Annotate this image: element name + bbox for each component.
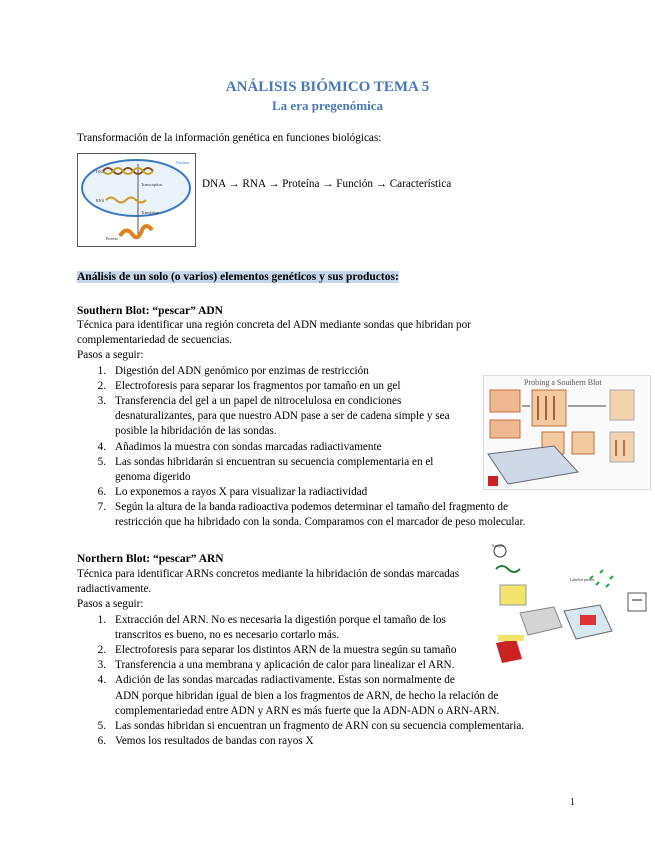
list-item: Electroforesis para separar los distintos ARN de la muestra según su tamaño: [115, 644, 457, 657]
list-item: Las sondas hibridarán si encuentran su secuencia complementaria en el: [115, 455, 434, 468]
list-item-number: 2.: [97, 380, 106, 393]
northern-blot-figure: [490, 543, 650, 668]
list-item: Añadimos la muestra con sondas marcadas radiactivamente: [115, 440, 382, 453]
list-item: Digestión del ADN genómico por enzimas de restricción: [115, 365, 369, 377]
northern-desc-2: radiactivamente.: [77, 583, 152, 595]
dogma-text: DNA → RNA → Proteína → Función → Característica: [202, 178, 452, 190]
fig-label-protein: Protein: [106, 236, 118, 241]
section-heading-wrap: [77, 270, 399, 285]
southern-desc-1: Técnica para identificar una región concreta del ADN mediante sondas que hibridan por: [77, 319, 471, 331]
northern-label-probes: Labeled probes: [570, 577, 595, 582]
fig-label-nucleus: Nucleus: [176, 160, 190, 165]
list-item-number: 2.: [97, 644, 106, 657]
list-item: Vemos los resultados de bandas con rayos X: [115, 734, 314, 747]
list-item-number: 5.: [97, 719, 106, 732]
list-item: desnaturalizantes, para que nuestro ADN pase a ser de cadena simple y sea: [115, 410, 450, 423]
list-item: transcritos es bueno, no es necesario cortarlo más.: [115, 629, 339, 642]
southern-heading: Southern Blot: “pescar” ADN: [77, 305, 223, 317]
list-item: Extracción del ARN. No es necesaria la digestión porque el tamaño de los: [115, 614, 446, 626]
southern-blot-figure: [483, 375, 651, 490]
list-item-number: 6.: [97, 485, 106, 498]
list-item: Según la altura de la banda radioactiva podemos determinar el tamaño del fragmento de: [115, 500, 508, 513]
fig-label-translation: Translation: [141, 210, 160, 215]
list-item: complementariedad entre ADN y ARN es más fuerte que la ADN-ADN o ARN-ARN.: [115, 704, 500, 717]
list-item: Electroforesis para separar los fragmentos por tamaño en un gel: [115, 380, 401, 393]
southern-steps-label: Pasos a seguir:: [77, 349, 144, 361]
list-item: restricción que ha hibridado con la sonda. Comparamos con el marcador de peso molecular.: [115, 516, 526, 528]
list-item-number: 6.: [97, 734, 106, 747]
list-item: Lo exponemos a rayos X para visualizar la radiactividad: [115, 485, 368, 498]
list-item-number: 5.: [97, 455, 106, 468]
section-heading: Análisis de un solo (o varios) elementos genéticos y sus productos:: [77, 271, 399, 283]
list-item: ADN porque hibridan igual de bien a los fragmentos de ARN, de hecho la relación de: [115, 689, 499, 702]
fig-label-transcription: Transcription: [141, 182, 163, 187]
southern-figure-title: Probing a Southern Blot: [524, 378, 602, 387]
list-item: posible la hibridación de las sondas.: [115, 425, 277, 438]
page-subtitle: La era pregenómica: [272, 98, 383, 113]
list-item: Adición de las sondas marcadas radiactivamente. Estas son normalmente de: [115, 674, 455, 687]
page-number: 1: [570, 797, 575, 808]
list-item-number: 7.: [97, 500, 106, 513]
list-item: Las sondas hibridan si encuentran un fragmento de ARN con su secuencia complementaria.: [115, 719, 525, 732]
list-item: genoma digerido: [115, 470, 191, 483]
list-item-number: 1.: [97, 365, 106, 377]
list-item: Transferencia a una membrana y aplicación de calor para linealizar el ARN.: [115, 659, 455, 672]
northern-steps-label: Pasos a seguir:: [77, 598, 144, 610]
list-item-number: 4.: [97, 440, 106, 453]
list-item: Transferencia del gel a un papel de nitrocelulosa en condiciones: [115, 395, 402, 408]
intro-text: Transformación de la información genética en funciones biológicas:: [77, 132, 382, 144]
northern-desc-1: Técnica para identificar ARNs concretos mediante la hibridación de sondas marcadas: [77, 568, 460, 580]
page-title: ANÁLISIS BIÓMICO TEMA 5: [225, 79, 430, 95]
central-dogma-figure: [77, 153, 196, 247]
northern-heading: Northern Blot: “pescar” ARN: [77, 553, 224, 565]
northern-label-sample: Sample: [492, 543, 504, 548]
list-item-number: 1.: [97, 614, 106, 626]
fig-label-dna: DNA: [96, 169, 105, 174]
fig-label-rna: RNA: [96, 198, 105, 203]
southern-desc-2: complementariedad de secuencias.: [77, 334, 232, 346]
list-item-number: 4.: [97, 674, 106, 687]
list-item-number: 3.: [97, 659, 106, 672]
list-item-number: 3.: [97, 395, 106, 408]
